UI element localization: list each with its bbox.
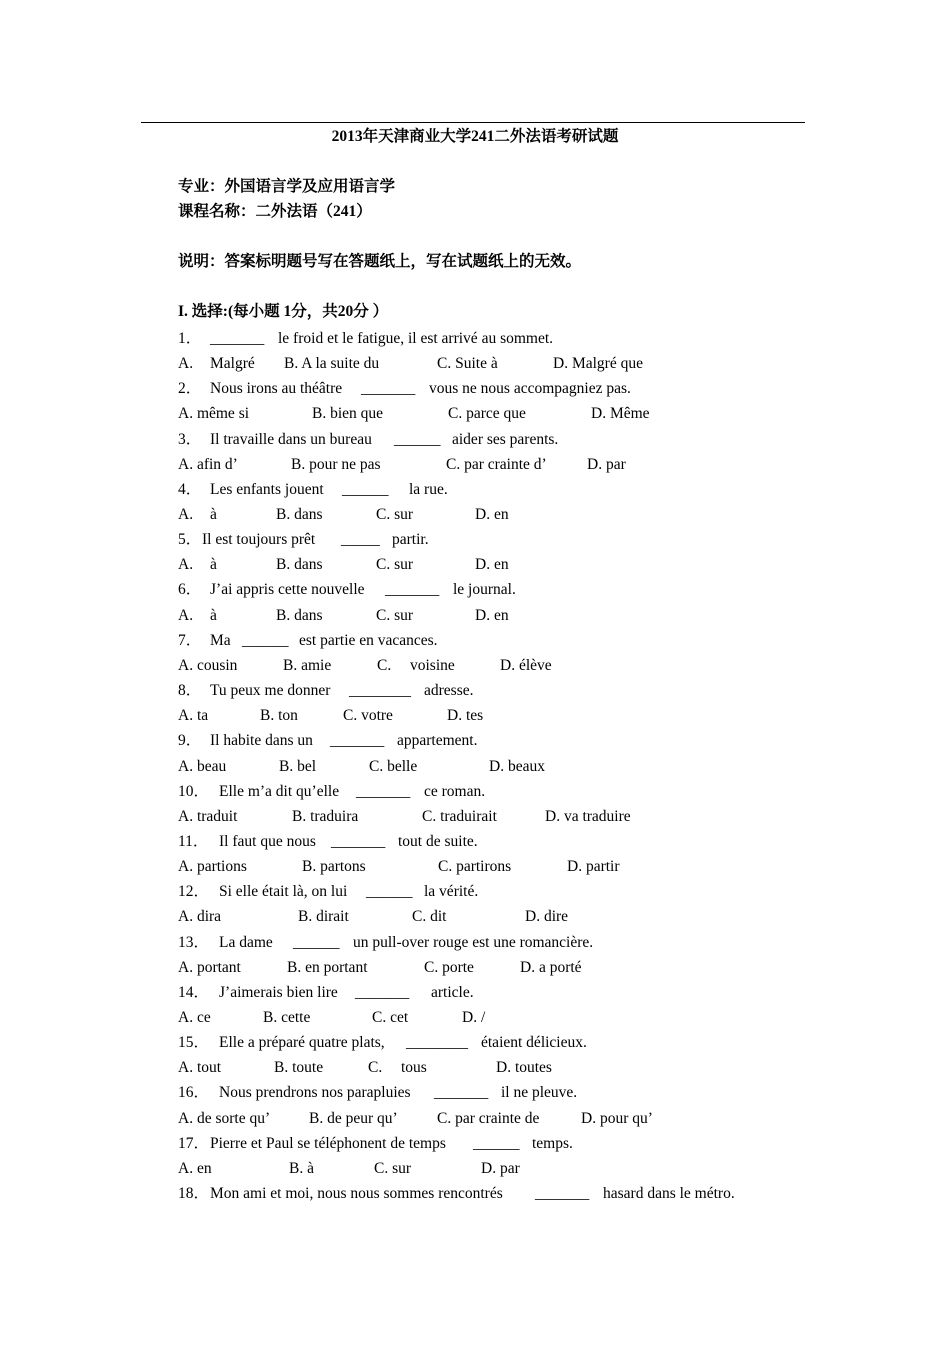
question-number: 2． bbox=[178, 380, 202, 398]
option-a: A. beau bbox=[178, 757, 227, 775]
answer-blank: _______ bbox=[356, 782, 411, 800]
stem-text: Les enfants jouent bbox=[210, 480, 324, 498]
stem-text: la vérité. bbox=[424, 883, 479, 901]
option-b: B. dirait bbox=[298, 908, 349, 926]
question-stem bbox=[178, 628, 798, 653]
answer-blank: _____ bbox=[341, 531, 380, 549]
question-number: 7． bbox=[178, 631, 202, 649]
option-text: Malgré bbox=[210, 355, 255, 373]
option-d: D. par bbox=[587, 455, 626, 473]
option-b: B. A la suite du bbox=[284, 355, 380, 373]
question-stem bbox=[178, 1030, 798, 1055]
stem-text: le journal. bbox=[453, 581, 516, 599]
question-item bbox=[178, 829, 798, 879]
option-d: D. élève bbox=[500, 656, 552, 674]
question-item bbox=[178, 427, 798, 477]
question-item bbox=[178, 628, 798, 678]
question-item bbox=[178, 779, 798, 829]
option-c: C. dit bbox=[412, 908, 447, 926]
question-stem bbox=[178, 1131, 798, 1156]
stem-text: aider ses parents. bbox=[452, 430, 559, 448]
option-a: A. afin d’ bbox=[178, 455, 238, 473]
option-a: A. partions bbox=[178, 858, 247, 876]
option-label: A. bbox=[178, 506, 194, 524]
stem-text: Elle a préparé quatre plats, bbox=[219, 1034, 385, 1052]
stem-text: étaient délicieux. bbox=[481, 1034, 587, 1052]
stem-text: Il travaille dans un bureau bbox=[210, 430, 372, 448]
option-b: B. bel bbox=[279, 757, 317, 775]
options-line bbox=[178, 955, 798, 980]
question-number: 3． bbox=[178, 430, 202, 448]
option-c: C. sur bbox=[376, 606, 414, 624]
option-c: C. sur bbox=[376, 506, 414, 524]
option-text: tous bbox=[401, 1059, 427, 1077]
stem-text: tout de suite. bbox=[398, 832, 478, 850]
stem-text: adresse. bbox=[424, 682, 474, 700]
answer-blank: _______ bbox=[361, 380, 416, 398]
options-line bbox=[178, 351, 798, 376]
options-line bbox=[178, 1005, 798, 1030]
answer-blank: _______ bbox=[535, 1185, 590, 1203]
option-d: D. en bbox=[475, 506, 509, 524]
stem-text: hasard dans le métro. bbox=[603, 1185, 735, 1203]
question-stem bbox=[178, 678, 798, 703]
stem-text: Il faut que nous bbox=[219, 832, 316, 850]
question-number: 13． bbox=[178, 933, 210, 951]
option-d: D. en bbox=[475, 606, 509, 624]
option-b: B. ton bbox=[260, 707, 298, 725]
question-number: 11． bbox=[178, 832, 209, 850]
option-b: B. de peur qu’ bbox=[309, 1109, 398, 1127]
answer-blank: ______ bbox=[394, 430, 441, 448]
option-a: A. tout bbox=[178, 1059, 222, 1077]
question-item bbox=[178, 678, 798, 728]
answer-blank: ______ bbox=[342, 480, 389, 498]
option-a: A. ta bbox=[178, 707, 209, 725]
answer-blank: _______ bbox=[434, 1084, 489, 1102]
answer-blank: ________ bbox=[406, 1034, 468, 1052]
answer-blank: ______ bbox=[242, 631, 289, 649]
question-item bbox=[178, 1030, 798, 1080]
option-b: B. dans bbox=[276, 556, 323, 574]
option-b: B. amie bbox=[283, 656, 332, 674]
option-a: A. ce bbox=[178, 1009, 211, 1026]
option-a: A. en bbox=[178, 1159, 212, 1177]
question-stem bbox=[178, 577, 798, 602]
stem-text: Nous prendrons nos parapluies bbox=[219, 1084, 411, 1102]
question-number: 16． bbox=[178, 1084, 210, 1102]
question-stem bbox=[178, 829, 798, 854]
option-b: B. toute bbox=[274, 1059, 324, 1077]
question-item bbox=[178, 326, 798, 376]
stem-text: Si elle était là, on lui bbox=[219, 883, 348, 901]
section-heading: I. 选择:(每小题 1分，共20分 ） bbox=[178, 303, 389, 320]
stem-text: La dame bbox=[219, 933, 273, 951]
question-stem bbox=[178, 1181, 798, 1206]
option-a: A. de sorte qu’ bbox=[178, 1109, 271, 1127]
option-text: voisine bbox=[410, 656, 455, 674]
option-d: D. pour qu’ bbox=[581, 1109, 653, 1127]
instruction-note: 说明：答案标明题号写在答题纸上，写在试题纸上的无效。 bbox=[178, 253, 582, 270]
question-stem bbox=[178, 779, 798, 804]
option-text: à bbox=[210, 606, 217, 624]
question-number: 12． bbox=[178, 883, 210, 901]
option-c: C. votre bbox=[343, 707, 393, 725]
options-line bbox=[178, 401, 798, 426]
question-item bbox=[178, 728, 798, 778]
question-number: 1． bbox=[178, 330, 202, 347]
option-c: C. cet bbox=[372, 1009, 409, 1026]
course-line: 课程名称：二外法语（241） bbox=[178, 203, 372, 220]
options-line bbox=[178, 552, 798, 577]
question-stem bbox=[178, 427, 798, 452]
question-item bbox=[178, 577, 798, 627]
answer-blank: _______ bbox=[330, 732, 385, 750]
option-c: C. Suite à bbox=[437, 355, 498, 373]
option-d: D. Malgré que bbox=[553, 355, 643, 373]
question-stem bbox=[178, 879, 798, 904]
option-b: B. partons bbox=[302, 858, 366, 876]
answer-blank: _______ bbox=[210, 330, 265, 347]
option-text: à bbox=[210, 556, 217, 574]
stem-text: partir. bbox=[392, 531, 429, 549]
question-item bbox=[178, 477, 798, 527]
header-rule bbox=[141, 122, 805, 123]
question-stem bbox=[178, 527, 798, 552]
option-d: D. Même bbox=[591, 405, 650, 423]
option-c: C. par crainte d’ bbox=[446, 455, 547, 473]
option-d: D. / bbox=[462, 1009, 486, 1026]
stem-text: est partie en vacances. bbox=[299, 631, 438, 649]
stem-text: Tu peux me donner bbox=[210, 682, 331, 700]
question-item bbox=[178, 1181, 798, 1231]
stem-text: article. bbox=[431, 983, 474, 1001]
options-line bbox=[178, 1156, 798, 1181]
option-b: B. pour ne pas bbox=[291, 455, 381, 473]
options-line bbox=[178, 653, 798, 678]
question-number: 10． bbox=[178, 782, 210, 800]
option-b: B. cette bbox=[263, 1009, 311, 1026]
answer-blank: ______ bbox=[473, 1134, 520, 1152]
question-list bbox=[178, 326, 798, 1231]
option-b: B. dans bbox=[276, 606, 323, 624]
question-item bbox=[178, 376, 798, 426]
option-a: A. dira bbox=[178, 908, 222, 926]
question-number: 15． bbox=[178, 1034, 210, 1052]
question-number: 18． bbox=[178, 1185, 210, 1203]
question-number: 17． bbox=[178, 1134, 210, 1152]
question-item bbox=[178, 527, 798, 577]
stem-text: J’ai appris cette nouvelle bbox=[210, 581, 365, 599]
option-d: D. partir bbox=[567, 858, 620, 876]
option-c: C. traduirait bbox=[422, 807, 497, 825]
page-title: 2013年天津商业大学241二外法语考研试题 bbox=[331, 128, 619, 145]
options-line bbox=[178, 1106, 798, 1131]
option-label: C. bbox=[368, 1059, 383, 1077]
option-b: B. bien que bbox=[312, 405, 384, 423]
options-line bbox=[178, 904, 798, 929]
options-line bbox=[178, 502, 798, 527]
option-d: D. a porté bbox=[520, 958, 582, 976]
stem-text: Nous irons au théâtre bbox=[210, 380, 343, 398]
question-stem bbox=[178, 376, 798, 401]
option-label: A. bbox=[178, 556, 194, 574]
option-d: D. par bbox=[481, 1159, 520, 1177]
option-d: D. va traduire bbox=[545, 807, 631, 825]
option-label: C. bbox=[377, 656, 392, 674]
question-number: 5． bbox=[178, 531, 202, 549]
stem-text: il ne pleuve. bbox=[501, 1084, 578, 1102]
stem-text: vous ne nous accompagniez pas. bbox=[429, 380, 631, 398]
stem-text: Ma bbox=[210, 631, 231, 649]
stem-text: Pierre et Paul se téléphonent de temps bbox=[210, 1134, 446, 1152]
stem-text: appartement. bbox=[397, 732, 478, 750]
question-item bbox=[178, 1131, 798, 1181]
option-a: A. cousin bbox=[178, 656, 238, 674]
major-line: 专业：外国语言学及应用语言学 bbox=[178, 178, 396, 195]
answer-blank: ________ bbox=[349, 682, 411, 700]
option-d: D. dire bbox=[525, 908, 569, 926]
options-line bbox=[178, 854, 798, 879]
option-c: C. sur bbox=[374, 1159, 412, 1177]
question-stem bbox=[178, 930, 798, 955]
question-number: 9． bbox=[178, 732, 202, 750]
question-item bbox=[178, 980, 798, 1030]
options-line bbox=[178, 452, 798, 477]
question-stem bbox=[178, 980, 798, 1005]
option-text: à bbox=[210, 506, 217, 524]
question-stem bbox=[178, 477, 798, 502]
option-label: A. bbox=[178, 355, 194, 373]
option-a: A. même si bbox=[178, 405, 250, 423]
stem-text: le froid et le fatigue, il est arrivé au sommet. bbox=[278, 330, 554, 347]
stem-text: Il habite dans un bbox=[210, 732, 313, 750]
answer-blank: ______ bbox=[366, 883, 413, 901]
option-c: C. par crainte de bbox=[437, 1109, 540, 1127]
options-line bbox=[178, 1055, 798, 1080]
option-label: A. bbox=[178, 606, 194, 624]
option-c: C. partirons bbox=[438, 858, 512, 876]
stem-text: J’aimerais bien lire bbox=[219, 983, 338, 1001]
stem-text: un pull-over rouge est une romancière. bbox=[353, 933, 594, 951]
option-d: D. toutes bbox=[496, 1059, 552, 1077]
option-c: C. belle bbox=[369, 757, 418, 775]
option-a: A. traduit bbox=[178, 807, 238, 825]
option-d: D. beaux bbox=[489, 757, 545, 775]
answer-blank: _______ bbox=[331, 832, 386, 850]
question-stem bbox=[178, 326, 798, 351]
answer-blank: _______ bbox=[355, 983, 410, 1001]
options-line bbox=[178, 603, 798, 628]
option-c: C. parce que bbox=[448, 405, 526, 423]
question-item bbox=[178, 879, 798, 929]
answer-blank: ______ bbox=[293, 933, 340, 951]
option-a: A. portant bbox=[178, 958, 241, 976]
option-c: C. sur bbox=[376, 556, 414, 574]
stem-text: Mon ami et moi, nous nous sommes rencontrés bbox=[210, 1185, 503, 1203]
options-line bbox=[178, 754, 798, 779]
answer-blank: _______ bbox=[385, 581, 440, 599]
stem-text: temps. bbox=[532, 1134, 573, 1152]
question-item bbox=[178, 1080, 798, 1130]
question-number: 4． bbox=[178, 480, 202, 498]
option-c: C. porte bbox=[424, 958, 474, 976]
question-number: 14． bbox=[178, 983, 210, 1001]
option-b: B. traduira bbox=[292, 807, 359, 825]
option-d: D. tes bbox=[447, 707, 484, 725]
stem-text: la rue. bbox=[409, 480, 448, 498]
question-number: 6． bbox=[178, 581, 202, 599]
options-line bbox=[178, 703, 798, 728]
option-b: B. en portant bbox=[287, 958, 368, 976]
stem-text: Elle m’a dit qu’elle bbox=[219, 782, 340, 800]
question-stem bbox=[178, 1080, 798, 1105]
option-d: D. en bbox=[475, 556, 509, 574]
stem-text: ce roman. bbox=[424, 782, 486, 800]
stem-text: Il est toujours prêt bbox=[202, 531, 316, 549]
question-stem bbox=[178, 728, 798, 753]
option-b: B. dans bbox=[276, 506, 323, 524]
options-line bbox=[178, 804, 798, 829]
question-item bbox=[178, 930, 798, 980]
option-b: B. à bbox=[289, 1159, 314, 1177]
question-number: 8． bbox=[178, 682, 202, 700]
